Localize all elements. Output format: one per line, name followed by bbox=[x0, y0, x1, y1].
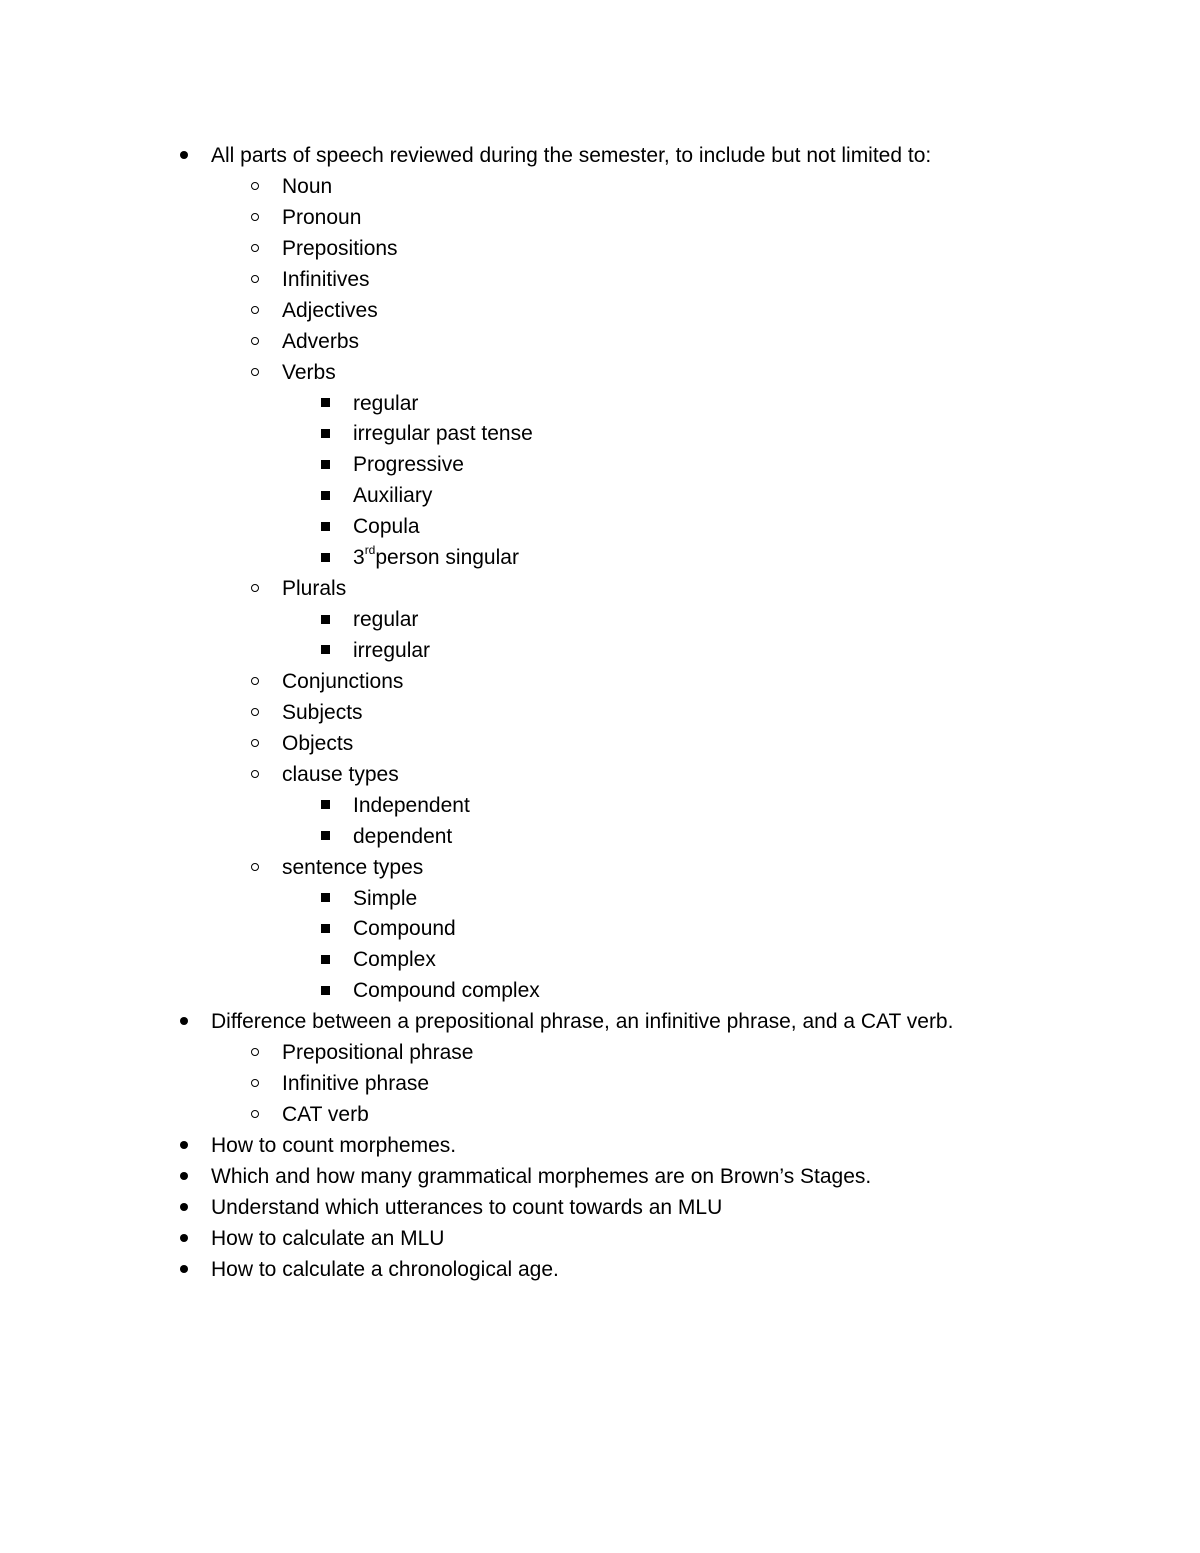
list-item-text: How to count morphemes. bbox=[211, 1134, 457, 1157]
list-item-level2 bbox=[0, 357, 1200, 388]
list-item-level1 bbox=[0, 1130, 1200, 1161]
list-item-level2 bbox=[0, 264, 1200, 295]
bullet-dot-icon bbox=[174, 1254, 194, 1285]
list-item-level2 bbox=[0, 759, 1200, 790]
list-item-level3 bbox=[0, 944, 1200, 975]
list-item-level3 bbox=[0, 913, 1200, 944]
list-item-level1 bbox=[0, 1192, 1200, 1223]
bullet-circle-icon bbox=[245, 1099, 265, 1130]
bullet-square-icon bbox=[315, 542, 335, 573]
list-item-level2 bbox=[0, 666, 1200, 697]
bullet-circle-icon bbox=[245, 202, 265, 233]
list-item-text: How to calculate a chronological age. bbox=[211, 1257, 559, 1281]
bullet-circle-icon bbox=[245, 295, 265, 326]
bullet-circle-icon bbox=[245, 171, 265, 202]
list-item-level3 bbox=[0, 790, 1200, 821]
list-item-level2 bbox=[0, 697, 1200, 728]
list-item-text: irregular past tense bbox=[353, 422, 533, 446]
list-item-level2 bbox=[0, 1037, 1200, 1068]
bullet-circle-icon bbox=[245, 264, 265, 295]
list-item-level1 bbox=[0, 1223, 1200, 1254]
bullet-square-icon bbox=[315, 913, 335, 944]
list-item-text: CAT verb bbox=[282, 1103, 369, 1127]
bullet-square-icon bbox=[315, 635, 335, 666]
bullet-circle-icon bbox=[245, 357, 265, 388]
list-item-text: irregular bbox=[353, 639, 431, 662]
bullet-circle-icon bbox=[245, 1037, 265, 1068]
list-item-text: Which and how many grammatical morphemes are on Brown’s Stages. bbox=[211, 1164, 872, 1188]
list-item-level3 bbox=[0, 975, 1200, 1006]
list-item-text: Pronoun bbox=[282, 205, 362, 229]
list-item-level3 bbox=[0, 388, 1200, 419]
list-item-text: Auxiliary bbox=[353, 484, 433, 508]
list-item-level1 bbox=[0, 1006, 1200, 1037]
bullet-circle-icon bbox=[245, 1068, 265, 1099]
list-item-text: Understand which utterances to count towards an MLU bbox=[211, 1195, 723, 1219]
list-item-level2 bbox=[0, 1068, 1200, 1099]
list-item-level3 bbox=[0, 883, 1200, 914]
list-item-text bbox=[353, 542, 519, 573]
list-item-text: Plurals bbox=[282, 577, 347, 601]
list-item-level3 bbox=[0, 480, 1200, 511]
list-item-level3 bbox=[0, 635, 1200, 666]
list-item-text: Prepositions bbox=[282, 236, 398, 260]
list-item-level2 bbox=[0, 233, 1200, 264]
bulleted-outline bbox=[0, 140, 1200, 1285]
bullet-square-icon bbox=[315, 604, 335, 635]
list-item-text: Verbs bbox=[282, 360, 336, 384]
bullet-square-icon bbox=[315, 975, 335, 1006]
list-item-level2 bbox=[0, 202, 1200, 233]
list-item-text: All parts of speech reviewed during the semester, to include but not limited to: bbox=[211, 144, 932, 167]
list-item-level2 bbox=[0, 171, 1200, 202]
list-item-level2 bbox=[0, 326, 1200, 357]
bullet-square-icon bbox=[315, 883, 335, 914]
list-item-text: Simple bbox=[353, 886, 418, 910]
bullet-circle-icon bbox=[245, 233, 265, 264]
list-item-level1 bbox=[0, 140, 1200, 171]
bullet-circle-icon bbox=[245, 697, 265, 728]
list-item-text: Noun bbox=[282, 174, 333, 198]
list-item-level2 bbox=[0, 295, 1200, 326]
list-item-level1 bbox=[0, 1161, 1200, 1192]
list-item-level3 bbox=[0, 604, 1200, 635]
list-item-level1 bbox=[0, 1254, 1200, 1285]
list-item-level2 bbox=[0, 728, 1200, 759]
bullet-square-icon bbox=[315, 821, 335, 852]
list-item-level3 bbox=[0, 821, 1200, 852]
list-item-text: Subjects bbox=[282, 700, 363, 724]
list-item-level3 bbox=[0, 449, 1200, 480]
list-item-level3 bbox=[0, 418, 1200, 449]
list-item-text: Prepositional phrase bbox=[282, 1041, 474, 1065]
list-item-level3 bbox=[0, 542, 1200, 573]
list-item-text: Adverbs bbox=[282, 329, 360, 353]
bullet-dot-icon bbox=[174, 1223, 194, 1254]
list-item-text: regular bbox=[353, 391, 419, 415]
bullet-dot-icon bbox=[174, 1161, 194, 1192]
bullet-dot-icon bbox=[174, 1192, 194, 1223]
list-item-text-rest: person singular bbox=[375, 546, 519, 570]
list-item-level3 bbox=[0, 511, 1200, 542]
bullet-square-icon bbox=[315, 944, 335, 975]
list-item-text: Adjectives bbox=[282, 298, 378, 322]
list-item-text: sentence types bbox=[282, 855, 424, 879]
list-item-text: Independent bbox=[353, 793, 470, 817]
list-item-text: How to calculate an MLU bbox=[211, 1226, 445, 1250]
bullet-dot-icon bbox=[174, 1006, 194, 1037]
bullet-circle-icon bbox=[245, 326, 265, 357]
bullet-dot-icon bbox=[174, 140, 194, 171]
bullet-circle-icon bbox=[245, 666, 265, 697]
list-item-text: Complex bbox=[353, 948, 436, 972]
list-item-text: Progressive bbox=[353, 453, 464, 477]
list-item-level2 bbox=[0, 852, 1200, 883]
list-item-level2 bbox=[0, 573, 1200, 604]
bullet-square-icon bbox=[315, 418, 335, 449]
bullet-square-icon bbox=[315, 511, 335, 542]
bullet-dot-icon bbox=[174, 1130, 194, 1161]
list-item-text: Infinitives bbox=[282, 267, 370, 291]
ordinal-number: 3 bbox=[353, 546, 365, 570]
bullet-square-icon bbox=[315, 449, 335, 480]
list-item-text: Difference between a prepositional phrase, an infinitive phrase, and a CAT verb. bbox=[211, 1010, 954, 1034]
list-item-text: Compound bbox=[353, 917, 456, 941]
bullet-circle-icon bbox=[245, 759, 265, 790]
list-item-text: Conjunctions bbox=[282, 669, 404, 693]
bullet-circle-icon bbox=[245, 573, 265, 604]
list-item-text: Objects bbox=[282, 731, 354, 755]
bullet-circle-icon bbox=[245, 852, 265, 883]
bullet-square-icon bbox=[315, 480, 335, 511]
list-item-text: regular bbox=[353, 608, 419, 632]
list-item-level2 bbox=[0, 1099, 1200, 1130]
list-item-text: Copula bbox=[353, 515, 420, 539]
bullet-circle-icon bbox=[245, 728, 265, 759]
list-item-text: clause types bbox=[282, 762, 399, 786]
list-item-text: Infinitive phrase bbox=[282, 1072, 430, 1096]
list-item-text: dependent bbox=[353, 824, 453, 848]
list-item-text: Compound complex bbox=[353, 979, 540, 1003]
bullet-square-icon bbox=[315, 790, 335, 821]
bullet-square-icon bbox=[315, 388, 335, 419]
ordinal-suffix: rd bbox=[364, 543, 376, 558]
